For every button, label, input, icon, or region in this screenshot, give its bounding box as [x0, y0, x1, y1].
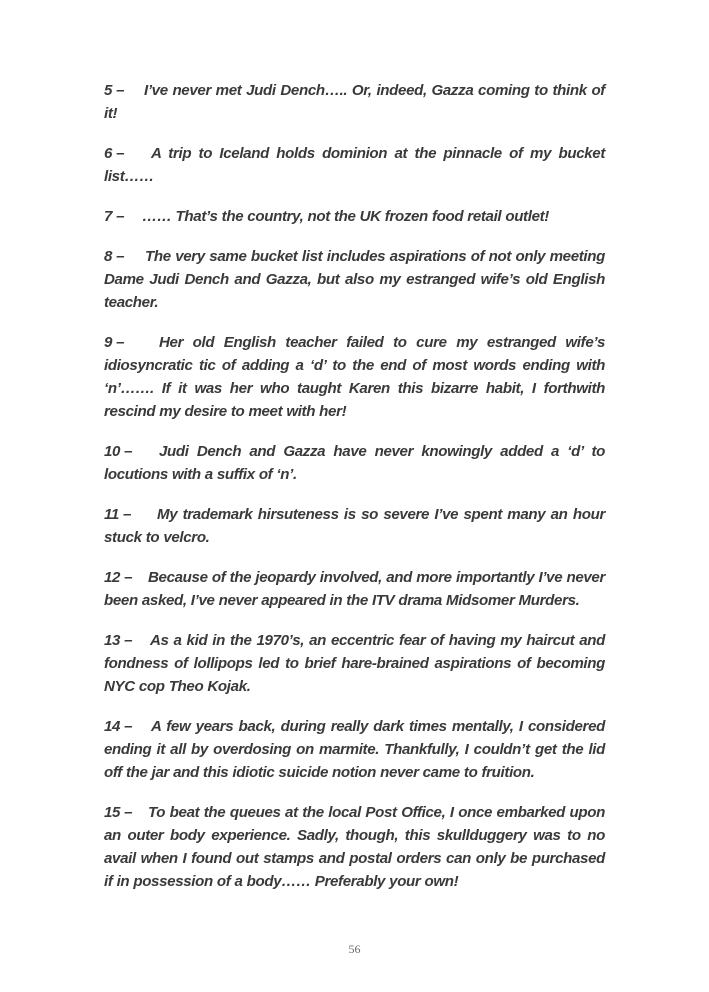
- list-item: [104, 245, 605, 314]
- item-number: 5 –: [104, 82, 125, 99]
- item-number: 6 –: [104, 145, 125, 162]
- list-item: [104, 79, 605, 125]
- item-number: 15 –: [104, 804, 133, 821]
- list-item: [104, 715, 605, 784]
- list-item: [104, 440, 605, 486]
- list-item: [104, 566, 605, 612]
- item-text: The very same bucket list includes aspirations of not only meeting Dame Judi Dench and Gazza, but also my estranged wife’s old English teacher.: [104, 248, 605, 311]
- page-number: 56: [348, 942, 361, 956]
- item-text: …… That’s the country, not the UK frozen food retail outlet!: [142, 208, 549, 225]
- item-number: 14 –: [104, 718, 133, 735]
- document-body: [104, 79, 605, 910]
- item-text: My trademark hirsuteness is so severe I’ve spent many an hour stuck to velcro.: [104, 506, 605, 546]
- item-text: Judi Dench and Gazza have never knowingly added a ‘d’ to locutions with a suffix of ‘n’.: [104, 443, 605, 483]
- item-text: Because of the jeopardy involved, and more importantly I’ve never been asked, I’ve never appeared in the ITV drama Midsomer Murders.: [104, 569, 605, 609]
- list-item: [104, 205, 605, 228]
- item-text: To beat the queues at the local Post Office, I once embarked upon an outer body experience. Sadly, though, this skullduggery was to no avail when I found out stamps and postal orders can only be purchased if in possession of a body…… Preferably your own!: [104, 804, 605, 890]
- item-number: 12 –: [104, 569, 133, 586]
- item-number: 11 –: [104, 506, 132, 523]
- list-item: [104, 331, 605, 423]
- item-text: A few years back, during really dark times mentally, I considered ending it all by overdosing on marmite. Thankfully, I couldn’t get the lid off the jar and this idiotic suicide notion never came to fruition.: [104, 718, 605, 781]
- item-number: 8 –: [104, 248, 125, 265]
- item-number: 7 –: [104, 208, 125, 225]
- item-text: As a kid in the 1970’s, an eccentric fear of having my haircut and fondness of lollipops led to brief hare-brained aspirations of becoming NYC cop Theo Kojak.: [104, 632, 605, 695]
- list-item: [104, 503, 605, 549]
- item-number: 13 –: [104, 632, 133, 649]
- list-item: [104, 629, 605, 698]
- item-number: 9 –: [104, 334, 125, 351]
- list-item: [104, 142, 605, 188]
- item-number: 10 –: [104, 443, 133, 460]
- item-text: A trip to Iceland holds dominion at the pinnacle of my bucket list……: [104, 145, 605, 185]
- item-text: Her old English teacher failed to cure my estranged wife’s idiosyncratic tic of adding a ‘d’ to the end of most words ending with ‘n’……. If it was her who taught Karen this bizarre habit, I forthwith rescind my desire to meet with her!: [104, 334, 605, 420]
- list-item: [104, 801, 605, 893]
- item-text: I’ve never met Judi Dench….. Or, indeed, Gazza coming to think of it!: [104, 82, 605, 122]
